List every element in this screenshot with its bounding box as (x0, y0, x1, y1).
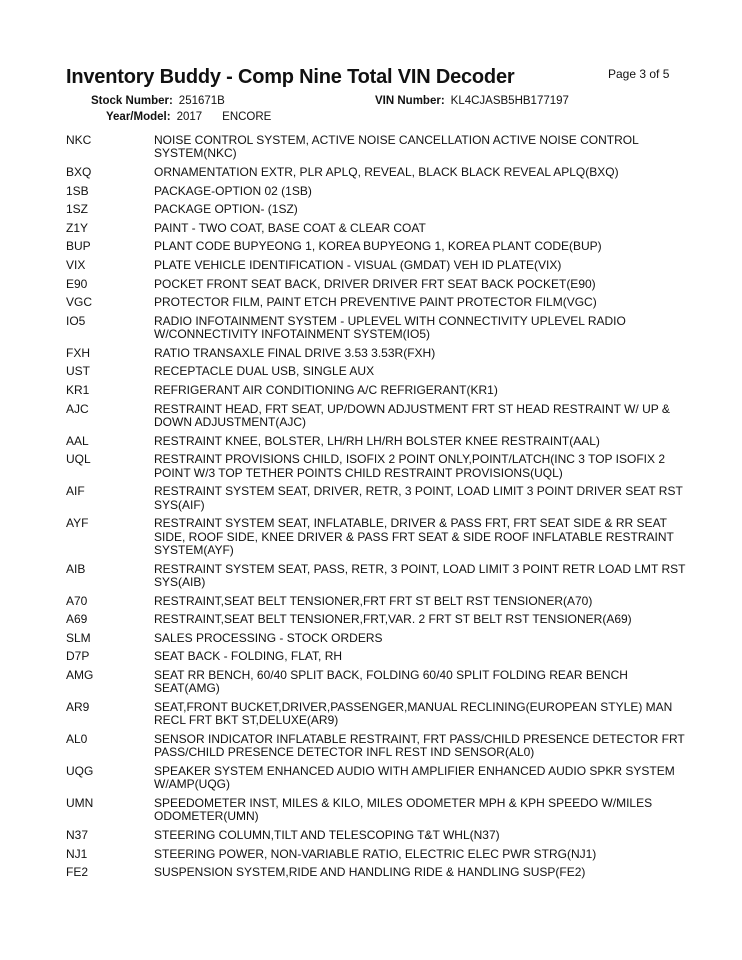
page-number: Page 3 of 5 (608, 67, 670, 81)
option-description: NOISE CONTROL SYSTEM, ACTIVE NOISE CANCELLATION ACTIVE NOISE CONTROL SYSTEM(NKC) (154, 133, 639, 161)
option-code: VIX (66, 257, 86, 272)
option-row (66, 485, 686, 512)
option-code: D7P (66, 649, 90, 664)
option-description: STEERING POWER, NON-VARIABLE RATIO, ELECTRIC ELEC PWR STRG(NJ1) (154, 846, 597, 861)
option-description: POCKET FRONT SEAT BACK, DRIVER DRIVER FRT SEAT BACK POCKET(E90) (154, 276, 596, 291)
option-code: FXH (66, 345, 90, 360)
option-description: ORNAMENTATION EXTR, PLR APLQ, REVEAL, BLACK BLACK REVEAL APLQ(BXQ) (154, 165, 619, 179)
option-code: FE2 (66, 865, 89, 880)
option-description: SEAT BACK - FOLDING, FLAT, RH (154, 649, 343, 664)
option-code: 1SZ (66, 202, 89, 217)
option-description: REFRIGERANT AIR CONDITIONING A/C REFRIGERANT(KR1) (154, 382, 498, 397)
option-row (66, 797, 686, 824)
vin-value: KL4CJASB5HB177197 (450, 95, 569, 107)
year-value: 2017 (176, 111, 203, 123)
option-code: BUP (66, 239, 91, 254)
option-description: SUSPENSION SYSTEM,RIDE AND HANDLING RIDE & HANDLING SUSP(FE2) (154, 865, 586, 880)
option-code: AAL (66, 433, 89, 448)
option-row (66, 384, 686, 397)
option-row (66, 240, 686, 253)
option-code: E90 (66, 276, 88, 291)
option-code: NJ1 (66, 846, 88, 861)
option-code: AYF (66, 516, 89, 531)
option-description: RESTRAINT HEAD, FRT SEAT, UP/DOWN ADJUSTMENT FRT ST HEAD RESTRAINT W/ UP & DOWN ADJUSTMENT(AJC) (154, 401, 670, 429)
stock-number-label: Stock Number: (91, 95, 173, 107)
model-value: ENCORE (222, 111, 272, 123)
option-code: SLM (66, 630, 91, 645)
option-code: UST (66, 364, 90, 379)
option-row (66, 278, 686, 291)
option-code-list (66, 134, 686, 885)
option-code: AMG (66, 667, 94, 682)
option-description: RADIO INFOTAINMENT SYSTEM - UPLEVEL WITH CONNECTIVITY UPLEVEL RADIO W/CONNECTIVITY INFOTAINMENT SYSTEM(IO5) (154, 313, 626, 342)
option-code: A70 (66, 593, 88, 608)
option-row (66, 595, 686, 608)
option-row (66, 166, 686, 179)
option-code: NKC (66, 133, 92, 147)
option-description: SEAT RR BENCH, 60/40 SPLIT BACK, FOLDING 60/40 SPLIT FOLDING REAR BENCH SEAT(AMG) (154, 667, 628, 696)
option-description: SEAT,FRONT BUCKET,DRIVER,PASSENGER,MANUAL RECLINING(EUROPEAN STYLE) MAN RECL FRT BKT ST,DELUXE(AR9) (154, 699, 673, 728)
option-code: UQG (66, 763, 94, 778)
option-row (66, 259, 686, 272)
option-row (66, 866, 686, 879)
option-description: PROTECTOR FILM, PAINT ETCH PREVENTIVE PAINT PROTECTOR FILM(VGC) (154, 295, 597, 310)
option-description: RESTRAINT SYSTEM SEAT, DRIVER, RETR, 3 POINT, LOAD LIMIT 3 POINT DRIVER SEAT RST SYS(AIF) (154, 484, 683, 512)
option-description: RESTRAINT SYSTEM SEAT, INFLATABLE, DRIVER & PASS FRT, FRT SEAT SIDE & RR SEAT SIDE, ROOF SIDE, KNEE DRIVER & PASS FRT SEAT & SIDE ROOF INFLATABLE RESTRAINT SYSTEM(AYF) (154, 516, 674, 557)
option-description: RATIO TRANSAXLE FINAL DRIVE 3.53 3.53R(FXH) (154, 345, 436, 360)
option-code: 1SB (66, 183, 89, 198)
option-row (66, 848, 686, 861)
option-description: RESTRAINT KNEE, BOLSTER, LH/RH LH/RH BOLSTER KNEE RESTRAINT(AAL) (154, 433, 600, 448)
option-row (66, 222, 686, 235)
document-title: Inventory Buddy - Comp Nine Total VIN Decoder (66, 66, 515, 88)
year-model-label: Year/Model: (106, 111, 171, 123)
option-description: RESTRAINT SYSTEM SEAT, PASS, RETR, 3 POINT, LOAD LIMIT 3 POINT RETR LOAD LMT RST SYS(AIB) (154, 561, 686, 589)
option-row (66, 632, 686, 645)
option-row (66, 315, 686, 342)
year-model-row (106, 111, 271, 123)
option-row (66, 563, 686, 590)
option-code: IO5 (66, 313, 86, 328)
option-row (66, 347, 686, 360)
option-code: BXQ (66, 165, 92, 179)
option-code: AIF (66, 484, 85, 499)
option-description: SENSOR INDICATOR INFLATABLE RESTRAINT, FRT PASS/CHILD PRESENCE DETECTOR FRT PASS/CHILD PRESENCE DETECTOR INFL REST IND SENSOR(AL0) (154, 731, 685, 760)
option-row (66, 829, 686, 842)
stock-number-row (91, 95, 225, 107)
vin-label: VIN Number: (375, 95, 445, 107)
option-description: SPEEDOMETER INST, MILES & KILO, MILES ODOMETER MPH & KPH SPEEDO W/MILES ODOMETER(UMN) (154, 795, 653, 824)
option-description: RESTRAINT,SEAT BELT TENSIONER,FRT,VAR. 2 FRT ST BELT RST TENSIONER(A69) (154, 612, 632, 627)
option-row (66, 650, 686, 663)
option-row (66, 517, 686, 557)
option-description: PACKAGE OPTION- (1SZ) (154, 202, 298, 217)
option-description: PLANT CODE BUPYEONG 1, KOREA BUPYEONG 1, KOREA PLANT CODE(BUP) (154, 239, 602, 254)
stock-number-value: 251671B (178, 95, 225, 107)
option-description: SALES PROCESSING - STOCK ORDERS (154, 630, 383, 645)
option-code: AJC (66, 401, 89, 416)
option-row (66, 733, 686, 760)
option-code: VGC (66, 295, 93, 310)
option-code: AR9 (66, 699, 90, 714)
vin-row (375, 95, 569, 107)
option-code: N37 (66, 827, 89, 842)
option-row (66, 365, 686, 378)
option-code: UQL (66, 452, 91, 467)
option-description: RECEPTACLE DUAL USB, SINGLE AUX (154, 364, 375, 379)
option-description: RESTRAINT,SEAT BELT TENSIONER,FRT FRT ST BELT RST TENSIONER(A70) (154, 593, 593, 608)
option-description: RESTRAINT PROVISIONS CHILD, ISOFIX 2 POINT ONLY,POINT/LATCH(INC 3 TOP ISOFIX 2 POINT W/3 TOP TETHER POINTS CHILD RESTRAINT PROVISIONS(UQL) (154, 452, 666, 480)
option-description: PAINT - TWO COAT, BASE COAT & CLEAR COAT (154, 220, 426, 235)
option-row (66, 765, 686, 792)
option-row (66, 403, 686, 430)
option-description: PACKAGE-OPTION 02 (1SB) (154, 183, 312, 198)
option-row (66, 134, 686, 161)
option-description: STEERING COLUMN,TILT AND TELESCOPING T&T WHL(N37) (154, 827, 500, 842)
option-row (66, 203, 686, 216)
option-code: AL0 (66, 731, 88, 746)
option-row (66, 669, 686, 696)
option-description: SPEAKER SYSTEM ENHANCED AUDIO WITH AMPLIFIER ENHANCED AUDIO SPKR SYSTEM W/AMP(UQG) (154, 763, 675, 792)
option-code: UMN (66, 795, 94, 810)
option-row (66, 613, 686, 626)
option-row (66, 296, 686, 309)
option-code: KR1 (66, 382, 90, 397)
option-description: PLATE VEHICLE IDENTIFICATION - VISUAL (GMDAT) VEH ID PLATE(VIX) (154, 257, 562, 272)
option-row (66, 701, 686, 728)
option-code: Z1Y (66, 220, 89, 235)
option-code: A69 (66, 612, 88, 627)
option-code: AIB (66, 561, 86, 576)
option-row (66, 435, 686, 448)
option-row (66, 453, 686, 480)
option-row (66, 185, 686, 198)
